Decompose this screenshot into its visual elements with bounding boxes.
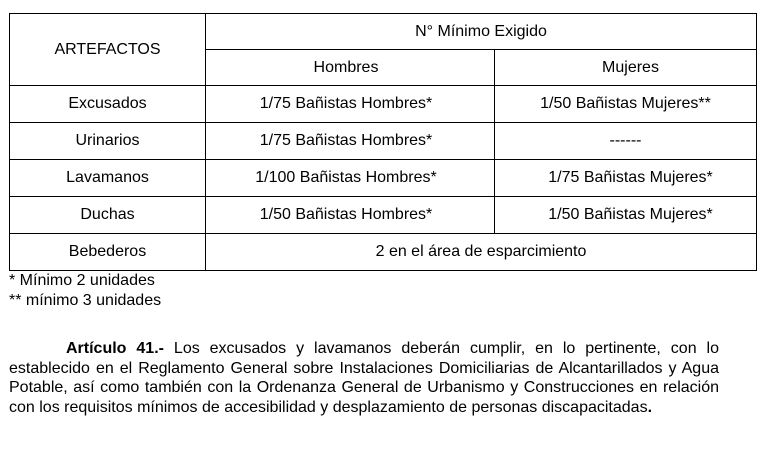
- footnote-min-3: ** mínimo 3 unidades: [9, 292, 162, 309]
- mujeres-cell: 1/75 Bañistas Mujeres*: [495, 160, 757, 197]
- hombres-cell: 1/50 Bañistas Hombres*: [206, 197, 495, 234]
- header-hombres: Hombres: [206, 50, 495, 86]
- artefacto-cell: Bebederos: [10, 234, 206, 271]
- bebederos-value-cell: 2 en el área de esparcimiento: [206, 234, 757, 271]
- hombres-cell: 1/100 Bañistas Hombres*: [206, 160, 495, 197]
- artefacto-cell: Lavamanos: [10, 160, 206, 197]
- header-minimo-exigido: N° Mínimo Exigido: [206, 14, 757, 50]
- header-artefactos: ARTEFACTOS: [10, 14, 206, 86]
- article-end: .: [647, 398, 653, 416]
- artefacto-cell: Urinarios: [10, 123, 206, 160]
- mujeres-cell: ------: [495, 123, 757, 160]
- artefacto-cell: Duchas: [10, 197, 206, 234]
- article-paragraph: [9, 339, 719, 417]
- artefacto-cell: Excusados: [10, 86, 206, 123]
- table-row: [10, 123, 757, 160]
- table-row: [10, 234, 757, 271]
- table-row: [10, 160, 757, 197]
- table-row: [10, 86, 757, 123]
- footnote-min-2: * Mínimo 2 unidades: [9, 272, 155, 289]
- article-title: Artículo 41.-: [66, 340, 164, 357]
- mujeres-cell: 1/50 Bañistas Mujeres**: [495, 86, 757, 123]
- artefactos-table: [9, 13, 757, 271]
- hombres-cell: 1/75 Bañistas Hombres*: [206, 123, 495, 160]
- hombres-cell: 1/75 Bañistas Hombres*: [206, 86, 495, 123]
- article-body: Los excusados y lavamanos deberán cumplir, en lo pertinente, con lo establecido en el Reglamento General sobre Instalaciones Domiciliarias de Alcantarillados y Agua Potable, así como también con la Ordenanza General de Urbanismo y Construcciones en relación con los requisitos mínimos de accesibilidad y desplazamiento de personas discapacitadas: [9, 340, 719, 416]
- table-row: [10, 197, 757, 234]
- mujeres-cell: 1/50 Bañistas Mujeres*: [495, 197, 757, 234]
- header-mujeres: Mujeres: [495, 50, 757, 86]
